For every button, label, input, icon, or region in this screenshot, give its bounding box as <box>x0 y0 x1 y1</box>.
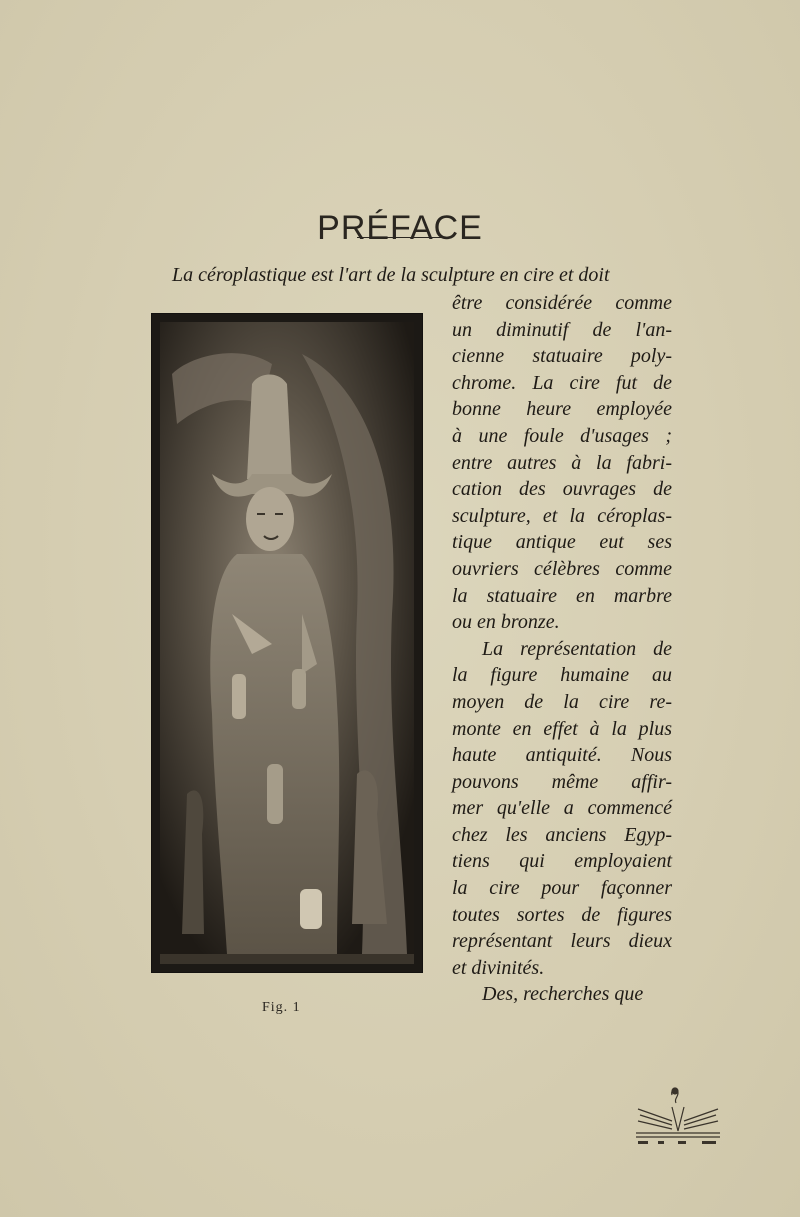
text-line: chez les anciens Egyp- <box>452 823 672 846</box>
figure-caption: Fig. 1 <box>262 1000 301 1015</box>
text-line: tiens qui employaient <box>452 850 672 873</box>
text-line: la cire pour façonner <box>452 877 672 900</box>
publisher-ornament <box>632 1085 724 1147</box>
text-line: représentant leurs dieux <box>452 930 672 953</box>
text-line: La représentation de <box>482 637 672 660</box>
text-line: pouvons même affir- <box>452 770 672 793</box>
text-column <box>452 290 672 1008</box>
text-line: Des, recherches que <box>482 983 644 1006</box>
text-line: cation des ouvrages de <box>452 478 672 501</box>
text-line: mer qu'elle a commencé <box>452 797 672 820</box>
ornament-icon <box>632 1085 724 1147</box>
lead-line: La céroplastique est l'art de la sculpture en cire et doit <box>172 264 610 286</box>
text-line: haute antiquité. Nous <box>452 744 672 767</box>
text-line: et divinités. <box>452 956 545 979</box>
text-line: un diminutif de l'an- <box>452 318 672 341</box>
text-line: ou en bronze. <box>452 611 560 634</box>
text-line: être considérée comme <box>452 292 672 314</box>
page-title: PRÉFACE <box>317 208 483 247</box>
text-line: chrome. La cire fut de <box>452 371 672 394</box>
title-divider <box>357 237 447 238</box>
wax-statue-icon <box>152 314 422 972</box>
text-line: la statuaire en marbre <box>452 584 672 607</box>
text-line: sculpture, et la céroplas- <box>452 504 672 527</box>
text-line: monte en effet à la plus <box>452 717 672 740</box>
text-line: bonne heure employée <box>452 398 672 421</box>
text-line: ouvriers célèbres comme <box>452 557 672 580</box>
text-line: moyen de la cire re- <box>452 690 672 713</box>
text-line: cienne statuaire poly- <box>452 345 672 368</box>
text-line: tique antique eut ses <box>452 531 672 554</box>
text-line: toutes sortes de figures <box>452 903 672 926</box>
text-line: entre autres à la fabri- <box>452 451 672 474</box>
figure-photo <box>152 314 422 972</box>
text-line: à une foule d'usages ; <box>452 424 672 447</box>
text-line: la figure humaine au <box>452 664 672 687</box>
